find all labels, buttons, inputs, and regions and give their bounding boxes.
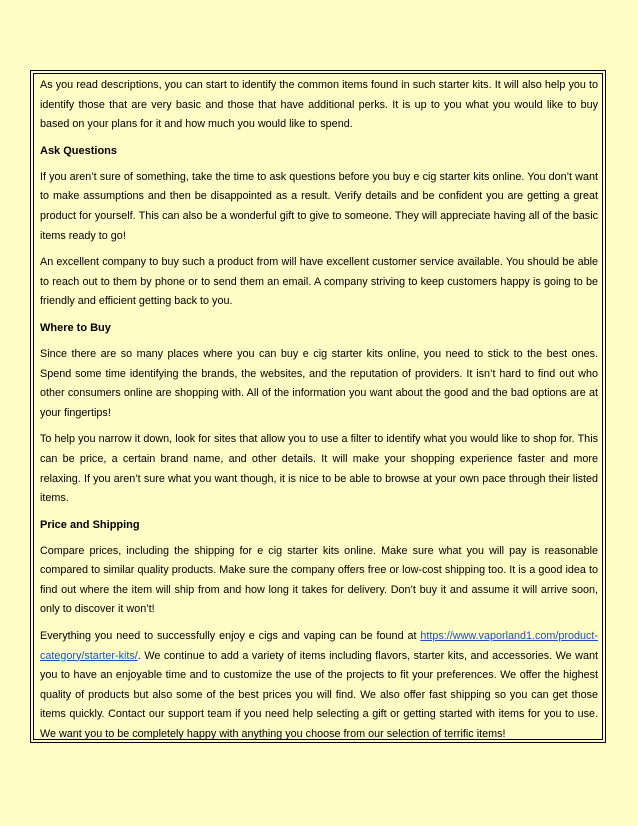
vaporland-link[interactable]: https://www.vaporland1.com/product-category/starter-kits/ bbox=[40, 630, 598, 662]
paragraph: Since there are so many places where you can buy e cig starter kits online, you need to stick to the best ones. Spend some time identifying the brands, the websites, and the reputation of providers. It isn’t hard to find out who other consumers online are shopping with. All of the information you want about the good and the bad options are at your fingertips! bbox=[40, 347, 598, 419]
document-body bbox=[33, 73, 603, 740]
heading-where-to-buy: Where to Buy bbox=[40, 321, 111, 334]
paragraph-text: Everything you need to successfully enjoy e cigs and vaping can be found at bbox=[40, 630, 421, 643]
paragraph: Compare prices, including the shipping for e cig starter kits online. Make sure what you will pay is reasonable compared to similar quality products. Make sure the company offers free or low-cost shipping too. It is a good idea to find out where the item will ship from and how long it takes for delivery. Don’t buy it and assume it will arrive soon, only to discover it won’t! bbox=[40, 544, 598, 616]
heading-ask-questions: Ask Questions bbox=[40, 144, 118, 157]
document-frame bbox=[30, 70, 606, 743]
paragraph: An excellent company to buy such a product from will have excellent customer service available. You should be able to reach out to them by phone or to send them an email. A company striving to keep customers happy is going to be friendly and efficient getting back to you. bbox=[40, 256, 598, 308]
paragraph: To help you narrow it down, look for sites that allow you to use a filter to identify what you would like to shop for. This can be price, a certain brand name, and other details. It will make your shopping experience faster and more relaxing. If you aren’t sure what you want though, it is nice to be able to browse at your own pace through their listed items. bbox=[40, 433, 598, 505]
heading-price-and-shipping: Price and Shipping bbox=[40, 518, 140, 531]
paragraph-with-link bbox=[40, 627, 598, 740]
intro-paragraph: As you read descriptions, you can start to identify the common items found in such starter kits. It will also help you to identify those that are very basic and those that have additional perks. It is up to you what you would like to buy based on your plans for it and how much you would like to spend. bbox=[40, 79, 598, 131]
paragraph-text: . We continue to add a variety of items including flavors, starter kits, and accessories. We want you to have an enjoyable time and to customize the use of the projects to fit your preferences. We offer the highest quality of products but also some of the best prices you will find. We also offer fast shipping so you can get those items quickly. Contact our support team if you need help selecting a gift or getting started with items for you to use. We want you to be completely happy with anything you choose from our selection of terrific items! bbox=[40, 649, 598, 740]
paragraph: If you aren’t sure of something, take the time to ask questions before you buy e cig starter kits online. You don’t want to make assumptions and then be disappointed as a result. Verify details and be confident you are getting a great product for yourself. This can also be a wonderful gift to give to someone. They will appreciate having all of the basic items ready to go! bbox=[40, 170, 598, 242]
